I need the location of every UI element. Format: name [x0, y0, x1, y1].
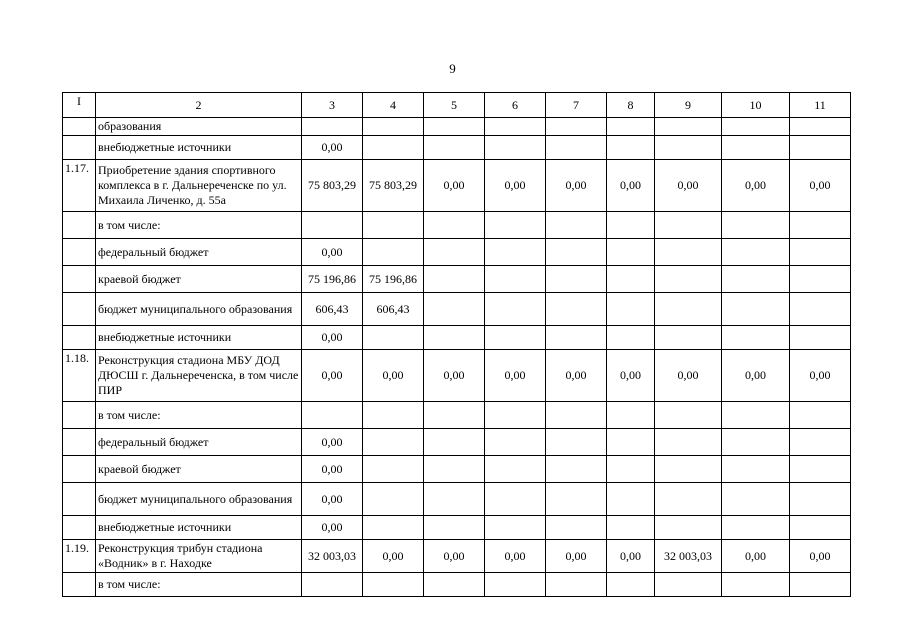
column-header: 2	[96, 93, 302, 118]
value-cell	[485, 266, 546, 293]
value-cell	[790, 402, 851, 429]
value-cell	[546, 429, 607, 456]
row-description: Реконструкция стадиона МБУ ДОД ДЮСШ г. Дальнереченска, в том числе ПИР	[96, 350, 302, 402]
value-cell: 0,00	[607, 540, 655, 573]
column-header: 5	[424, 93, 485, 118]
row-description: краевой бюджет	[96, 456, 302, 483]
row-number	[63, 573, 96, 597]
value-cell: 0,00	[546, 350, 607, 402]
value-cell: 0,00	[655, 160, 722, 212]
value-cell	[424, 516, 485, 540]
row-number	[63, 136, 96, 160]
table-body	[63, 93, 851, 597]
value-cell	[302, 402, 363, 429]
value-cell	[790, 212, 851, 239]
value-cell	[424, 239, 485, 266]
value-cell	[722, 136, 790, 160]
value-cell	[607, 483, 655, 516]
value-cell	[722, 118, 790, 136]
value-cell	[722, 402, 790, 429]
value-cell	[363, 516, 424, 540]
value-cell: 0,00	[302, 239, 363, 266]
value-cell	[655, 326, 722, 350]
value-cell	[302, 212, 363, 239]
value-cell	[546, 266, 607, 293]
value-cell	[607, 239, 655, 266]
page-number: 9	[449, 61, 456, 76]
row-number	[63, 212, 96, 239]
value-cell	[546, 573, 607, 597]
value-cell	[485, 483, 546, 516]
value-cell	[607, 212, 655, 239]
column-header: 9	[655, 93, 722, 118]
value-cell	[722, 429, 790, 456]
row-description: Реконструкция трибун стадиона «Водник» в г. Находке	[96, 540, 302, 573]
value-cell	[790, 456, 851, 483]
value-cell	[722, 212, 790, 239]
table-row	[63, 516, 851, 540]
value-cell	[655, 456, 722, 483]
value-cell: 0,00	[790, 540, 851, 573]
table-row	[63, 136, 851, 160]
column-header: I	[63, 93, 96, 118]
value-cell	[302, 573, 363, 597]
row-description: краевой бюджет	[96, 266, 302, 293]
row-description: бюджет муниципального образования	[96, 483, 302, 516]
value-cell: 0,00	[607, 350, 655, 402]
value-cell	[485, 118, 546, 136]
value-cell	[363, 239, 424, 266]
row-number: 1.17.	[63, 160, 96, 212]
value-cell	[722, 573, 790, 597]
table-row	[63, 293, 851, 326]
row-number: 1.19.	[63, 540, 96, 573]
value-cell	[655, 516, 722, 540]
value-cell	[790, 266, 851, 293]
row-number	[63, 516, 96, 540]
value-cell: 0,00	[424, 540, 485, 573]
value-cell	[790, 293, 851, 326]
value-cell	[790, 429, 851, 456]
value-cell	[546, 212, 607, 239]
value-cell: 0,00	[607, 160, 655, 212]
value-cell	[722, 239, 790, 266]
value-cell: 0,00	[302, 326, 363, 350]
value-cell: 0,00	[722, 350, 790, 402]
column-header: 11	[790, 93, 851, 118]
column-header: 8	[607, 93, 655, 118]
value-cell: 0,00	[790, 350, 851, 402]
value-cell	[363, 456, 424, 483]
table-row	[63, 483, 851, 516]
value-cell	[607, 456, 655, 483]
value-cell	[655, 239, 722, 266]
row-number	[63, 293, 96, 326]
value-cell	[546, 136, 607, 160]
value-cell: 0,00	[790, 160, 851, 212]
value-cell: 0,00	[302, 136, 363, 160]
row-description: федеральный бюджет	[96, 429, 302, 456]
value-cell	[485, 212, 546, 239]
value-cell	[790, 239, 851, 266]
row-description: в том числе:	[96, 212, 302, 239]
row-number	[63, 483, 96, 516]
value-cell	[790, 136, 851, 160]
value-cell: 0,00	[424, 350, 485, 402]
row-description: образования	[96, 118, 302, 136]
value-cell	[485, 136, 546, 160]
row-description: внебюджетные источники	[96, 136, 302, 160]
value-cell	[485, 239, 546, 266]
value-cell: 0,00	[363, 540, 424, 573]
value-cell	[485, 402, 546, 429]
value-cell: 75 196,86	[302, 266, 363, 293]
value-cell: 75 803,29	[302, 160, 363, 212]
value-cell: 0,00	[302, 350, 363, 402]
value-cell	[722, 456, 790, 483]
row-number	[63, 326, 96, 350]
value-cell	[655, 429, 722, 456]
value-cell: 0,00	[485, 540, 546, 573]
row-description: внебюджетные источники	[96, 516, 302, 540]
value-cell	[485, 429, 546, 456]
value-cell: 75 196,86	[363, 266, 424, 293]
table-row	[63, 540, 851, 573]
row-description: внебюджетные источники	[96, 326, 302, 350]
value-cell	[546, 402, 607, 429]
table-row	[63, 573, 851, 597]
column-header: 4	[363, 93, 424, 118]
row-number	[63, 456, 96, 483]
value-cell	[607, 429, 655, 456]
value-cell	[363, 402, 424, 429]
value-cell: 0,00	[655, 350, 722, 402]
table-row	[63, 239, 851, 266]
column-header: 3	[302, 93, 363, 118]
value-cell	[607, 573, 655, 597]
value-cell: 606,43	[363, 293, 424, 326]
row-description: бюджет муниципального образования	[96, 293, 302, 326]
value-cell: 0,00	[302, 516, 363, 540]
value-cell: 0,00	[302, 429, 363, 456]
value-cell: 0,00	[363, 350, 424, 402]
value-cell	[655, 402, 722, 429]
row-number	[63, 402, 96, 429]
row-number	[63, 429, 96, 456]
value-cell: 75 803,29	[363, 160, 424, 212]
column-header: 6	[485, 93, 546, 118]
value-cell	[485, 326, 546, 350]
table-row	[63, 429, 851, 456]
value-cell	[485, 516, 546, 540]
table-row	[63, 456, 851, 483]
row-description: в том числе:	[96, 402, 302, 429]
value-cell	[424, 326, 485, 350]
table-row	[63, 350, 851, 402]
value-cell	[607, 516, 655, 540]
value-cell: 0,00	[485, 160, 546, 212]
table-row	[63, 118, 851, 136]
row-description: Приобретение здания спортивного комплекса в г. Дальнереченске по ул. Михаила Личенко, д. 55а	[96, 160, 302, 212]
value-cell	[363, 429, 424, 456]
value-cell	[424, 456, 485, 483]
value-cell	[485, 456, 546, 483]
value-cell	[655, 483, 722, 516]
row-number: 1.18.	[63, 350, 96, 402]
value-cell	[790, 516, 851, 540]
value-cell: 32 003,03	[655, 540, 722, 573]
row-number	[63, 266, 96, 293]
value-cell	[424, 402, 485, 429]
table-row	[63, 326, 851, 350]
value-cell	[722, 293, 790, 326]
value-cell: 0,00	[302, 483, 363, 516]
value-cell	[607, 266, 655, 293]
value-cell	[546, 118, 607, 136]
value-cell	[363, 136, 424, 160]
value-cell	[546, 293, 607, 326]
table-row	[63, 402, 851, 429]
value-cell	[424, 212, 485, 239]
value-cell	[607, 118, 655, 136]
value-cell	[655, 266, 722, 293]
value-cell	[546, 456, 607, 483]
value-cell	[722, 516, 790, 540]
value-cell: 0,00	[546, 160, 607, 212]
value-cell	[655, 212, 722, 239]
value-cell	[363, 483, 424, 516]
value-cell	[424, 429, 485, 456]
value-cell	[607, 136, 655, 160]
value-cell	[424, 293, 485, 326]
value-cell: 606,43	[302, 293, 363, 326]
value-cell	[607, 326, 655, 350]
value-cell	[302, 118, 363, 136]
value-cell	[424, 118, 485, 136]
value-cell	[546, 516, 607, 540]
value-cell	[607, 293, 655, 326]
value-cell	[655, 573, 722, 597]
value-cell: 0,00	[722, 160, 790, 212]
value-cell	[363, 326, 424, 350]
value-cell	[790, 326, 851, 350]
value-cell: 0,00	[722, 540, 790, 573]
value-cell	[607, 402, 655, 429]
value-cell	[546, 326, 607, 350]
value-cell	[722, 266, 790, 293]
value-cell: 0,00	[302, 456, 363, 483]
value-cell	[790, 483, 851, 516]
value-cell	[363, 212, 424, 239]
column-header: 10	[722, 93, 790, 118]
value-cell	[655, 293, 722, 326]
value-cell	[546, 483, 607, 516]
value-cell	[722, 483, 790, 516]
value-cell	[485, 293, 546, 326]
value-cell	[424, 266, 485, 293]
header-row	[63, 93, 851, 118]
value-cell	[790, 573, 851, 597]
value-cell	[363, 118, 424, 136]
value-cell	[655, 118, 722, 136]
value-cell: 32 003,03	[302, 540, 363, 573]
value-cell	[363, 573, 424, 597]
value-cell: 0,00	[485, 350, 546, 402]
value-cell: 0,00	[424, 160, 485, 212]
value-cell	[424, 483, 485, 516]
row-number	[63, 118, 96, 136]
value-cell	[722, 326, 790, 350]
row-description: в том числе:	[96, 573, 302, 597]
value-cell	[485, 573, 546, 597]
value-cell	[655, 136, 722, 160]
value-cell	[424, 573, 485, 597]
table-row	[63, 160, 851, 212]
value-cell: 0,00	[546, 540, 607, 573]
table-row	[63, 212, 851, 239]
column-header: 7	[546, 93, 607, 118]
value-cell	[790, 118, 851, 136]
row-description: федеральный бюджет	[96, 239, 302, 266]
value-cell	[424, 136, 485, 160]
value-cell	[546, 239, 607, 266]
row-number	[63, 239, 96, 266]
budget-table	[62, 92, 851, 597]
table-row	[63, 266, 851, 293]
